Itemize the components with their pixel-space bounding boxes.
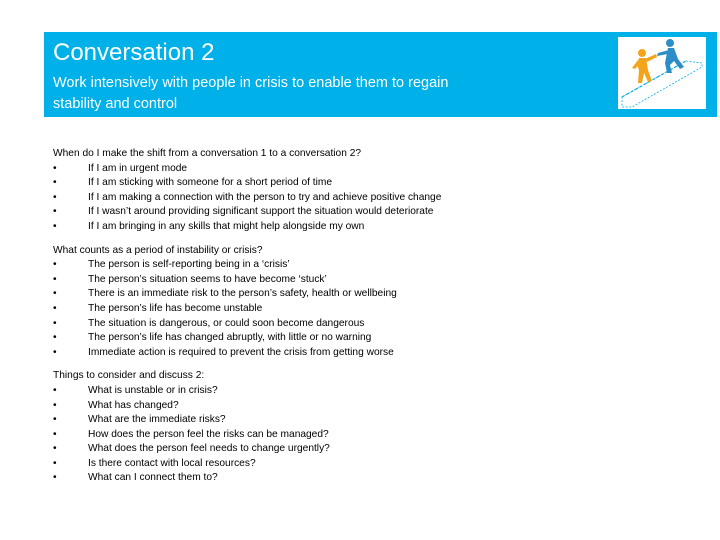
section-heading: Things to consider and discuss 2: <box>53 370 205 382</box>
bullet-dot: • <box>53 317 57 329</box>
list-item <box>53 399 653 414</box>
list-item <box>53 413 653 428</box>
list-item-text: The person’s life has changed abruptly, with little or no warning <box>88 332 372 344</box>
section-instability <box>53 244 653 361</box>
bullet-dot: • <box>53 428 57 440</box>
list-item <box>53 346 653 361</box>
list-item-text: Immediate action is required to prevent the crisis from getting worse <box>88 346 394 358</box>
list-item <box>53 273 653 288</box>
helping-hand-climb-icon-graphic <box>618 37 706 109</box>
helping-hand-climb-icon <box>618 37 706 109</box>
bullet-dot: • <box>53 443 57 455</box>
bullet-list <box>53 384 653 486</box>
list-item-text: The person’s situation seems to have become ‘stuck’ <box>88 273 327 285</box>
bullet-dot: • <box>53 220 57 232</box>
list-item-text: There is an immediate risk to the person’s safety, health or wellbeing <box>88 288 397 300</box>
list-item <box>53 191 653 206</box>
list-item-text: How does the person feel the risks can be managed? <box>88 428 329 440</box>
bullet-dot: • <box>53 206 57 218</box>
list-item-text: The situation is dangerous, or could soon become dangerous <box>88 317 365 329</box>
list-item-text: What has changed? <box>88 399 179 411</box>
list-item-text: What does the person feel needs to change urgently? <box>88 443 330 455</box>
list-item <box>53 176 653 191</box>
page-subtitle: Work intensively with people in crisis to enable them to regain stability and control <box>53 75 449 112</box>
list-item-text: What is unstable or in crisis? <box>88 384 218 396</box>
header-banner <box>44 32 717 117</box>
bullet-dot: • <box>53 457 57 469</box>
list-item <box>53 442 653 457</box>
bullet-dot: • <box>53 288 57 300</box>
list-item <box>53 287 653 302</box>
bullet-dot: • <box>53 191 57 203</box>
list-item <box>53 162 653 177</box>
bullet-dot: • <box>53 472 57 484</box>
list-item <box>53 205 653 220</box>
list-item-text: What can I connect them to? <box>88 472 218 484</box>
list-item-text: What are the immediate risks? <box>88 414 226 426</box>
bullet-dot: • <box>53 332 57 344</box>
list-item-text: The person’s life has become unstable <box>88 302 263 314</box>
bullet-dot: • <box>53 384 57 396</box>
section-consider <box>53 369 653 486</box>
list-item <box>53 317 653 332</box>
bullet-dot: • <box>53 259 57 271</box>
bullet-dot: • <box>53 273 57 285</box>
list-item-text: If I am bringing in any skills that might help alongside my own <box>88 220 365 232</box>
section-shift <box>53 147 653 235</box>
list-item-text: Is there contact with local resources? <box>88 457 256 469</box>
bullet-dot: • <box>53 302 57 314</box>
list-item <box>53 471 653 486</box>
list-item <box>53 220 653 235</box>
list-item <box>53 428 653 443</box>
list-item <box>53 331 653 346</box>
list-item-text: The person is self-reporting being in a ‘crisis’ <box>88 259 290 271</box>
content-body <box>53 147 653 495</box>
page-title: Conversation 2 <box>53 39 215 66</box>
bullet-dot: • <box>53 162 57 174</box>
list-item-text: If I wasn’t around providing significant support the situation would deteriorate <box>88 206 434 218</box>
bullet-dot: • <box>53 399 57 411</box>
section-heading: What counts as a period of instability or crisis? <box>53 244 263 256</box>
list-item <box>53 302 653 317</box>
list-item-text: If I am sticking with someone for a short period of time <box>88 177 333 189</box>
bullet-dot: • <box>53 414 57 426</box>
list-item <box>53 258 653 273</box>
list-item-text: If I am making a connection with the person to try and achieve positive change <box>88 191 442 203</box>
bullet-list <box>53 258 653 360</box>
bullet-list <box>53 162 653 235</box>
list-item <box>53 384 653 399</box>
section-heading: When do I make the shift from a conversation 1 to a conversation 2? <box>53 148 362 159</box>
bullet-dot: • <box>53 346 57 358</box>
list-item <box>53 457 653 472</box>
list-item-text: If I am in urgent mode <box>88 162 188 174</box>
bullet-dot: • <box>53 177 57 189</box>
